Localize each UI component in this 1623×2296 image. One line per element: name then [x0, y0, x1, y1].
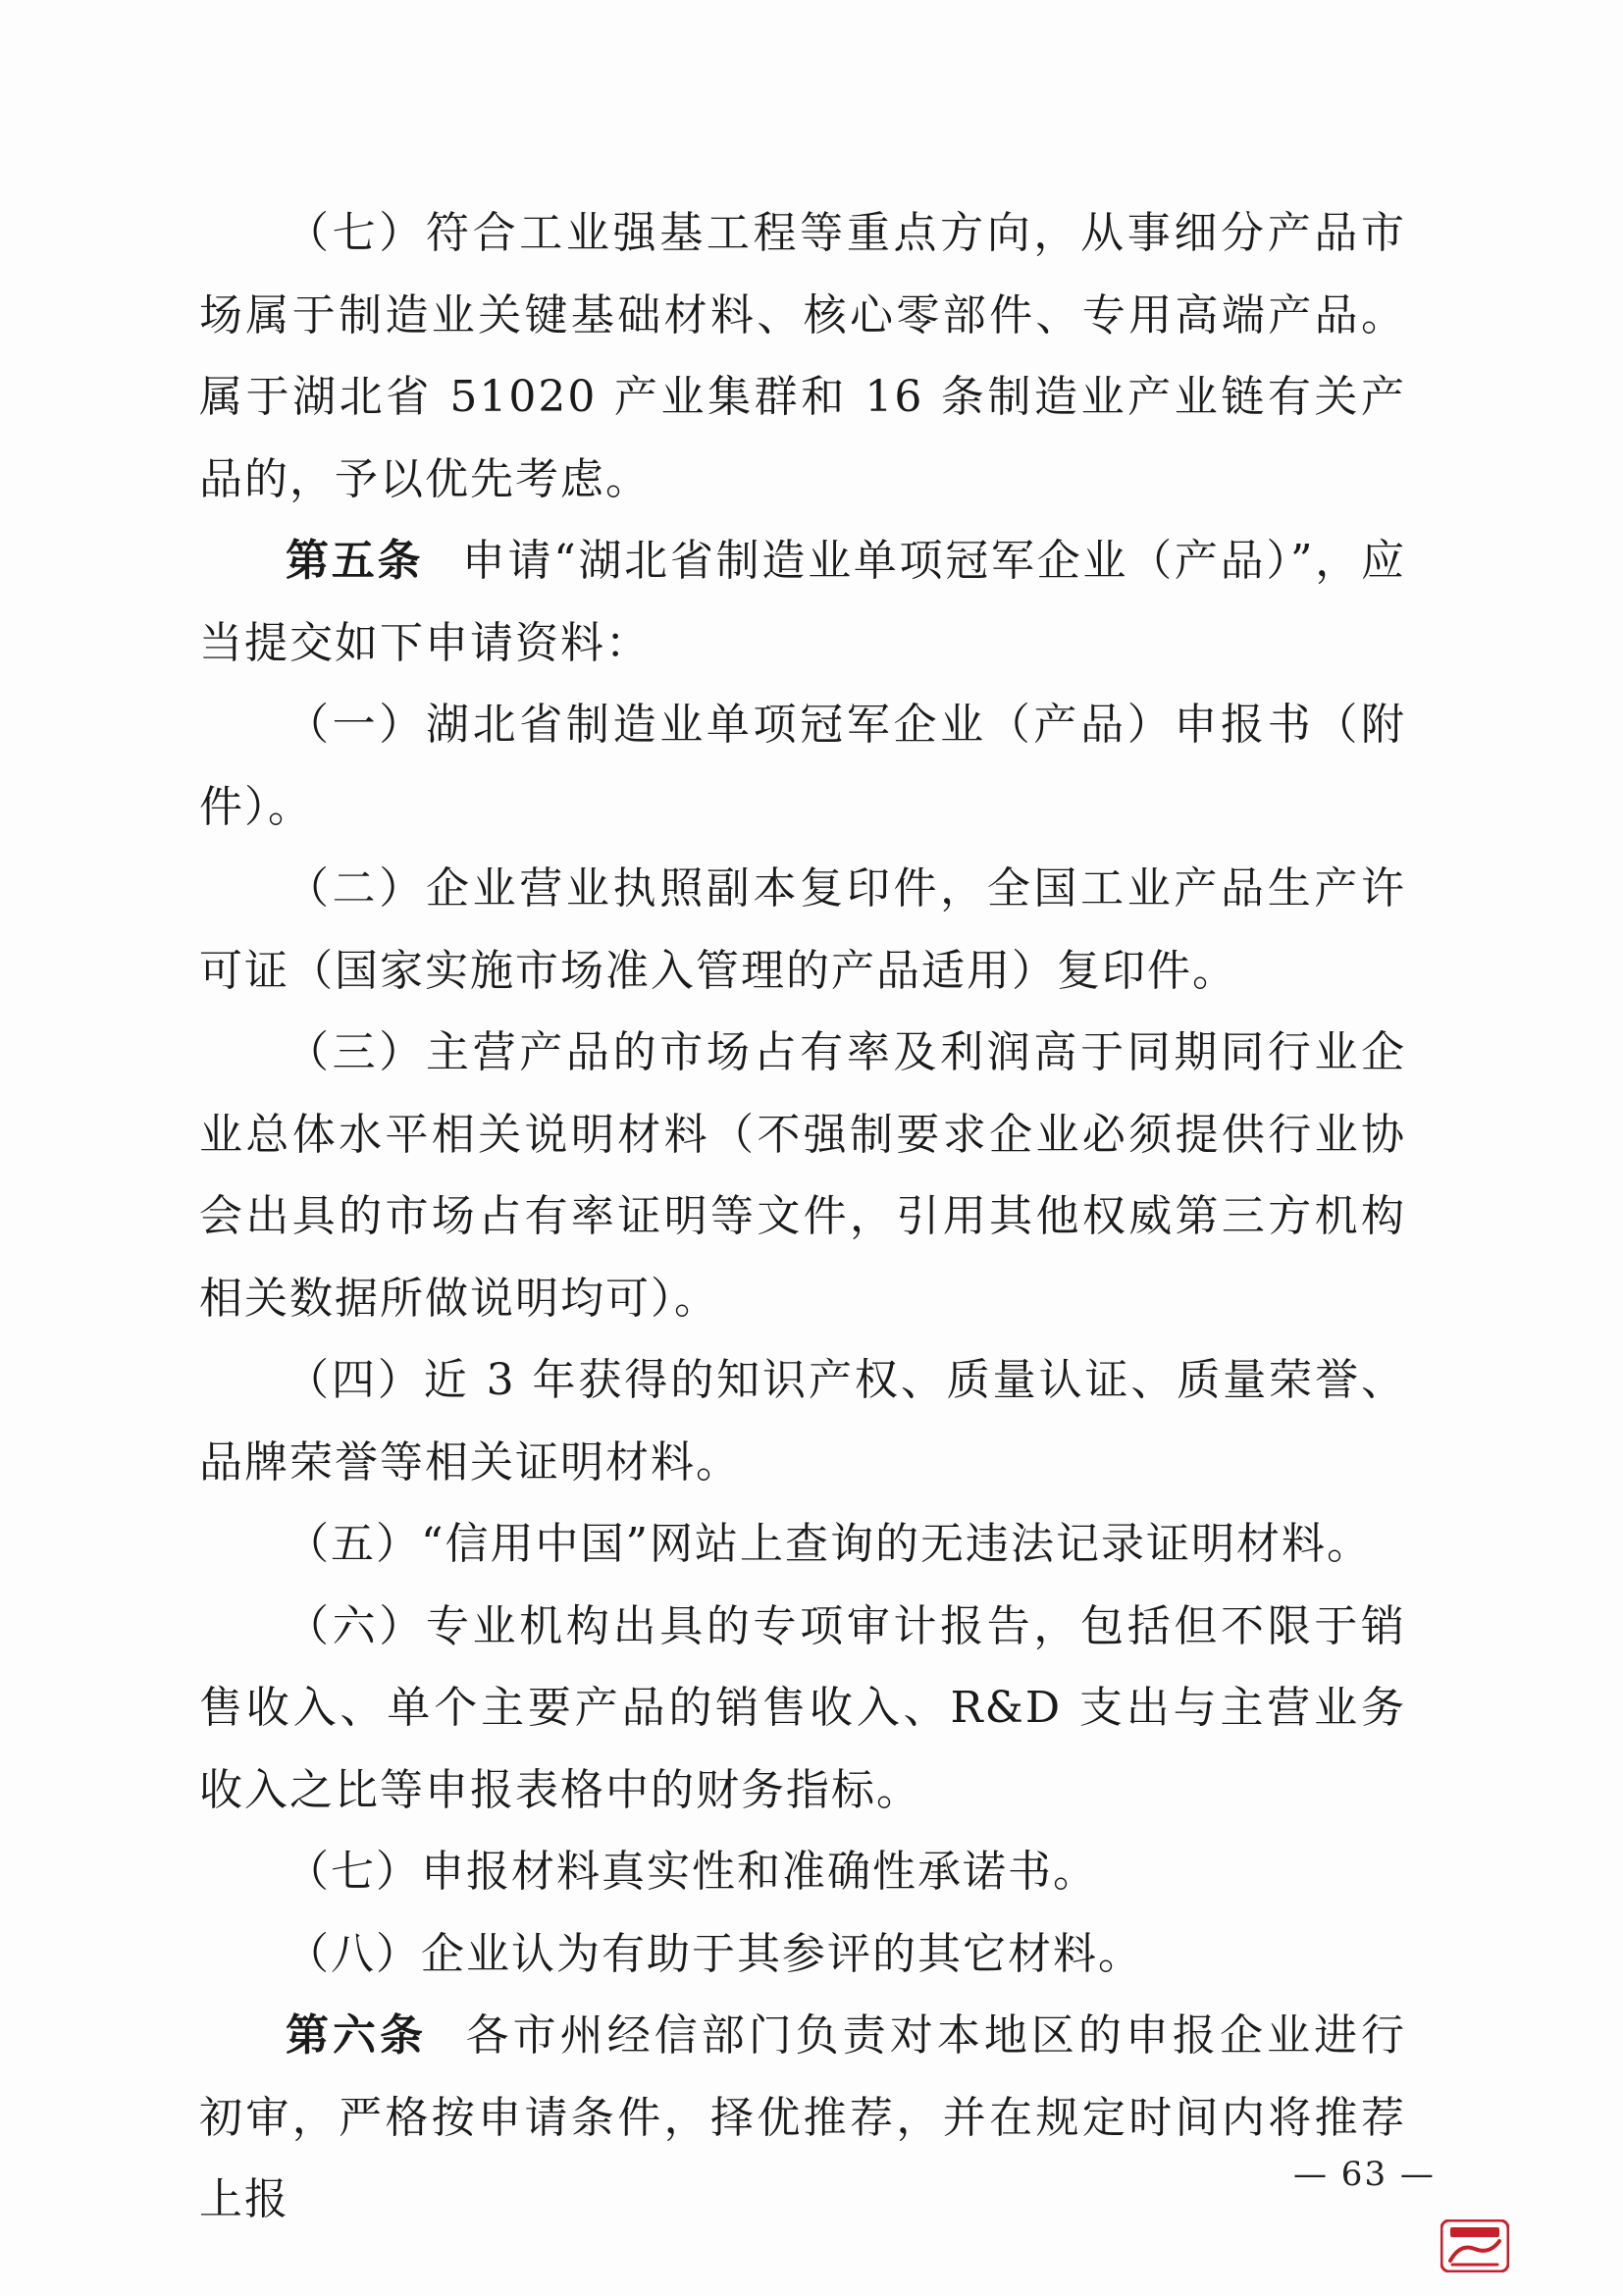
paragraph-text: （四）近 3 年获得的知识产权、质量认证、质量荣誉、品牌荣誉等相关证明材料。 [199, 1355, 1406, 1487]
paragraph-item-6 [199, 1586, 1406, 1832]
article-heading: 第五条 [286, 536, 424, 586]
paragraph-item-2 [199, 848, 1406, 1012]
publisher-logo-icon [1440, 2219, 1509, 2272]
paragraph-item-8 [199, 1913, 1406, 1996]
paragraph-item-1 [199, 684, 1406, 848]
paragraph-text: （一）湖北省制造业单项冠军企业（产品）申报书（附件）。 [199, 700, 1406, 832]
document-body [199, 192, 1406, 2241]
paragraph-text: （六）专业机构出具的专项审计报告，包括但不限于销售收入、单个主要产品的销售收入、R&D 支出与主营业务收入之比等申报表格中的财务指标。 [199, 1600, 1406, 1815]
paragraph-text: （八）企业认为有助于其参评的其它材料。 [286, 1928, 1143, 1979]
paragraph-text: （五）“信用中国”网站上查询的无违法记录证明材料。 [286, 1519, 1372, 1569]
paragraph-item-5 [199, 1503, 1406, 1586]
paragraph-text: 各市州经信部门负责对本地区的申报企业进行初审，严格按申请条件，择优推荐，并在规定时间内将推荐上报 [199, 2010, 1407, 2224]
paragraph-1 [199, 192, 1406, 520]
paragraph-item-7 [199, 1831, 1406, 1913]
paragraph-text: （三）主营产品的市场占有率及利润高于同期同行业企业总体水平相关说明材料（不强制要求企业必须提供行业协会出具的市场占有率证明等文件，引用其他权威第三方机构相关数据所做说明均可）。 [199, 1027, 1406, 1324]
paragraph-text: （七）符合工业强基工程等重点方向，从事细分产品市场属于制造业关键基础材料、核心零部件、专用高端产品。属于湖北省 51020 产业集群和 16 条制造业产业链有关产品的，予以优先考虑。 [199, 208, 1406, 504]
paragraph-text: （二）企业营业执照副本复印件，全国工业产品生产许可证（国家实施市场准入管理的产品适用）复印件。 [199, 863, 1406, 996]
paragraph-item-3 [199, 1012, 1406, 1339]
paragraph-text: 申请“湖北省制造业单项冠军企业（产品）”，应当提交如下申请资料： [199, 536, 1406, 668]
paragraph-article-5 [199, 520, 1406, 684]
paragraph-text: （七）申报材料真实性和准确性承诺书。 [286, 1847, 1098, 1897]
page-number: — 63 — [1293, 2155, 1436, 2194]
paragraph-article-6 [199, 1995, 1406, 2241]
paragraph-item-4 [199, 1339, 1406, 1503]
article-heading: 第六条 [286, 2010, 428, 2061]
